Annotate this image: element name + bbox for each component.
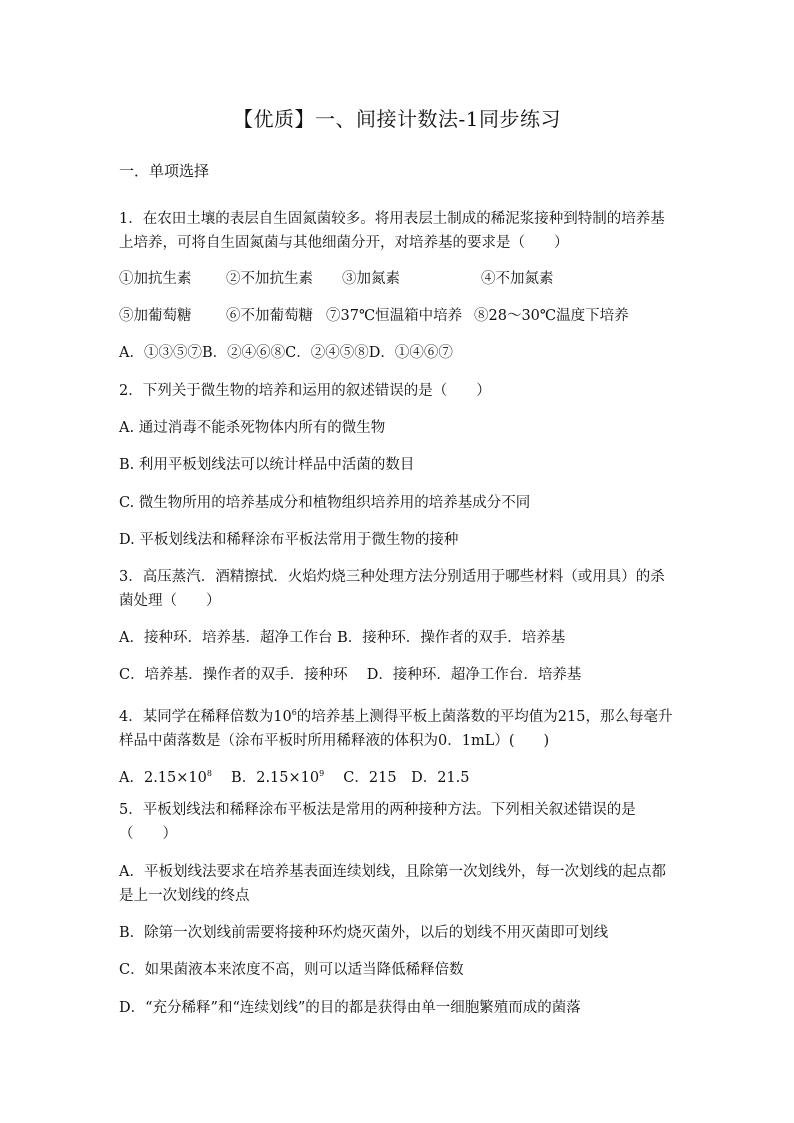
item-4: ④不加氮素 [481, 271, 554, 287]
question-4-stem-line-1 [119, 701, 679, 729]
question-5-stem-line-1: 5．平板划线法和稀释涂布平板法是常用的两种接种方法。下列相关叙述错误的是 [119, 802, 636, 818]
question-1-items-row-2 [119, 304, 679, 328]
question-4-stem-part-a: 4．某同学在稀释倍数为10 [119, 708, 292, 725]
question-3-options-row-1-text: A．接种环．培养基．超净工作台 B．接种环．操作者的双手．培养基 [119, 630, 566, 646]
question-2-option-d-text: D. 平板划线法和稀释涂布平板法常用于微生物的接种 [119, 532, 459, 548]
question-2-option-c-text: C. 微生物所用的培养基成分和植物组织培养用的培养基成分不同 [119, 495, 531, 511]
question-4-option-a: A．2.15×10 [119, 769, 207, 786]
item-1: ①加抗生素 [119, 271, 192, 287]
page-title: 【优质】一、间接计数法-1同步练习 [233, 107, 561, 131]
question-4-option-b-exponent: 9 [319, 769, 325, 778]
question-2-option-c [119, 491, 679, 515]
question-1-items-row-1 [119, 267, 679, 291]
question-2-stem [119, 379, 679, 403]
question-3-stem-line-2: 菌处理（ ） [119, 593, 221, 609]
question-4-stem-line-2: 样品中菌落数是（涂布平板时所用稀释液的体积为0．1mL）( ) [119, 732, 550, 749]
question-5-stem-line-2: （ ） [119, 826, 177, 842]
question-3-stem-line-1: 3．高压蒸汽．酒精擦拭．火焰灼烧三种处理方法分别适用于哪些材料（或用具）的杀 [119, 569, 665, 585]
question-2-option-a-text: A. 通过消毒不能杀死物体内所有的微生物 [119, 420, 386, 436]
question-2-option-b [119, 453, 679, 477]
question-5-option-c-text: C．如果菌液本来浓度不高，则可以适当降低稀释倍数 [119, 962, 464, 978]
question-5-option-c [119, 958, 679, 982]
question-3-stem [119, 565, 679, 613]
question-4-stem [119, 701, 679, 753]
item-5: ⑤加葡萄糖 [119, 308, 192, 324]
item-6: ⑥不加葡萄糖 [226, 308, 313, 324]
question-5-option-b-text: B．除第一次划线前需要将接种环灼烧灭菌外，以后的划线不用灭菌即可划线 [119, 925, 609, 941]
question-2-option-a [119, 416, 679, 440]
question-5-stem [119, 798, 679, 846]
question-4-options-text [119, 762, 679, 790]
question-4-options [119, 762, 679, 790]
question-5-option-b [119, 921, 679, 945]
question-3-options-row-1 [119, 626, 679, 650]
question-2-option-b-text: B. 利用平板划线法可以统计样品中活菌的数目 [119, 457, 415, 473]
question-2-stem-text: 2．下列关于微生物的培养和运用的叙述错误的是（ ） [119, 383, 491, 399]
question-5-option-a-line-2: 是上一次划线的终点 [119, 888, 250, 904]
question-1-stem-line-2: 上培养，可将自生固氮菌与其他细菌分开，对培养基的要求是（ ） [119, 235, 569, 251]
item-3: ③加氮素 [342, 271, 400, 287]
question-5-option-d [119, 996, 679, 1020]
question-1-options-text: A．①③⑤⑦B．②④⑥⑧C．②④⑤⑧D．①④⑥⑦ [119, 345, 453, 361]
question-5-option-d-text: D．“充分稀释”和“连续划线”的目的都是获得由单一细胞繁殖而成的菌落 [119, 1000, 581, 1016]
question-3-options-row-2-text: C．培养基．操作者的双手．接种环 D．接种环．超净工作台．培养基 [119, 667, 582, 683]
question-4-exponent: 6 [291, 708, 297, 717]
question-2-option-d [119, 528, 679, 552]
question-4-option-cd: C．215 D．21.5 [324, 769, 470, 786]
question-5-option-a [119, 860, 679, 908]
section-heading: 一．单项选择 [119, 162, 210, 180]
question-1-stem-line-1: 1．在农田土壤的表层自生固氮菌较多。将用表层土制成的稀泥浆接种到特制的培养基 [119, 211, 665, 227]
question-1-options [119, 341, 679, 365]
question-3-options-row-2 [119, 663, 679, 687]
item-8: ⑧28～30℃温度下培养 [474, 308, 629, 324]
question-4-option-b: B．2.15×10 [211, 769, 320, 786]
question-4-stem-part-b: 的培养基上测得平板上菌落数的平均值为215，那么每毫升 [296, 708, 673, 725]
question-1 [119, 207, 679, 255]
item-7: ⑦37℃恒温箱中培养 [326, 308, 463, 324]
item-2: ②不加抗生素 [226, 271, 313, 287]
question-4-option-a-exponent: 8 [206, 769, 212, 778]
question-5-option-a-line-1: A．平板划线法要求在培养基表面连续划线，且除第一次划线外，每一次划线的起点都 [119, 864, 666, 880]
